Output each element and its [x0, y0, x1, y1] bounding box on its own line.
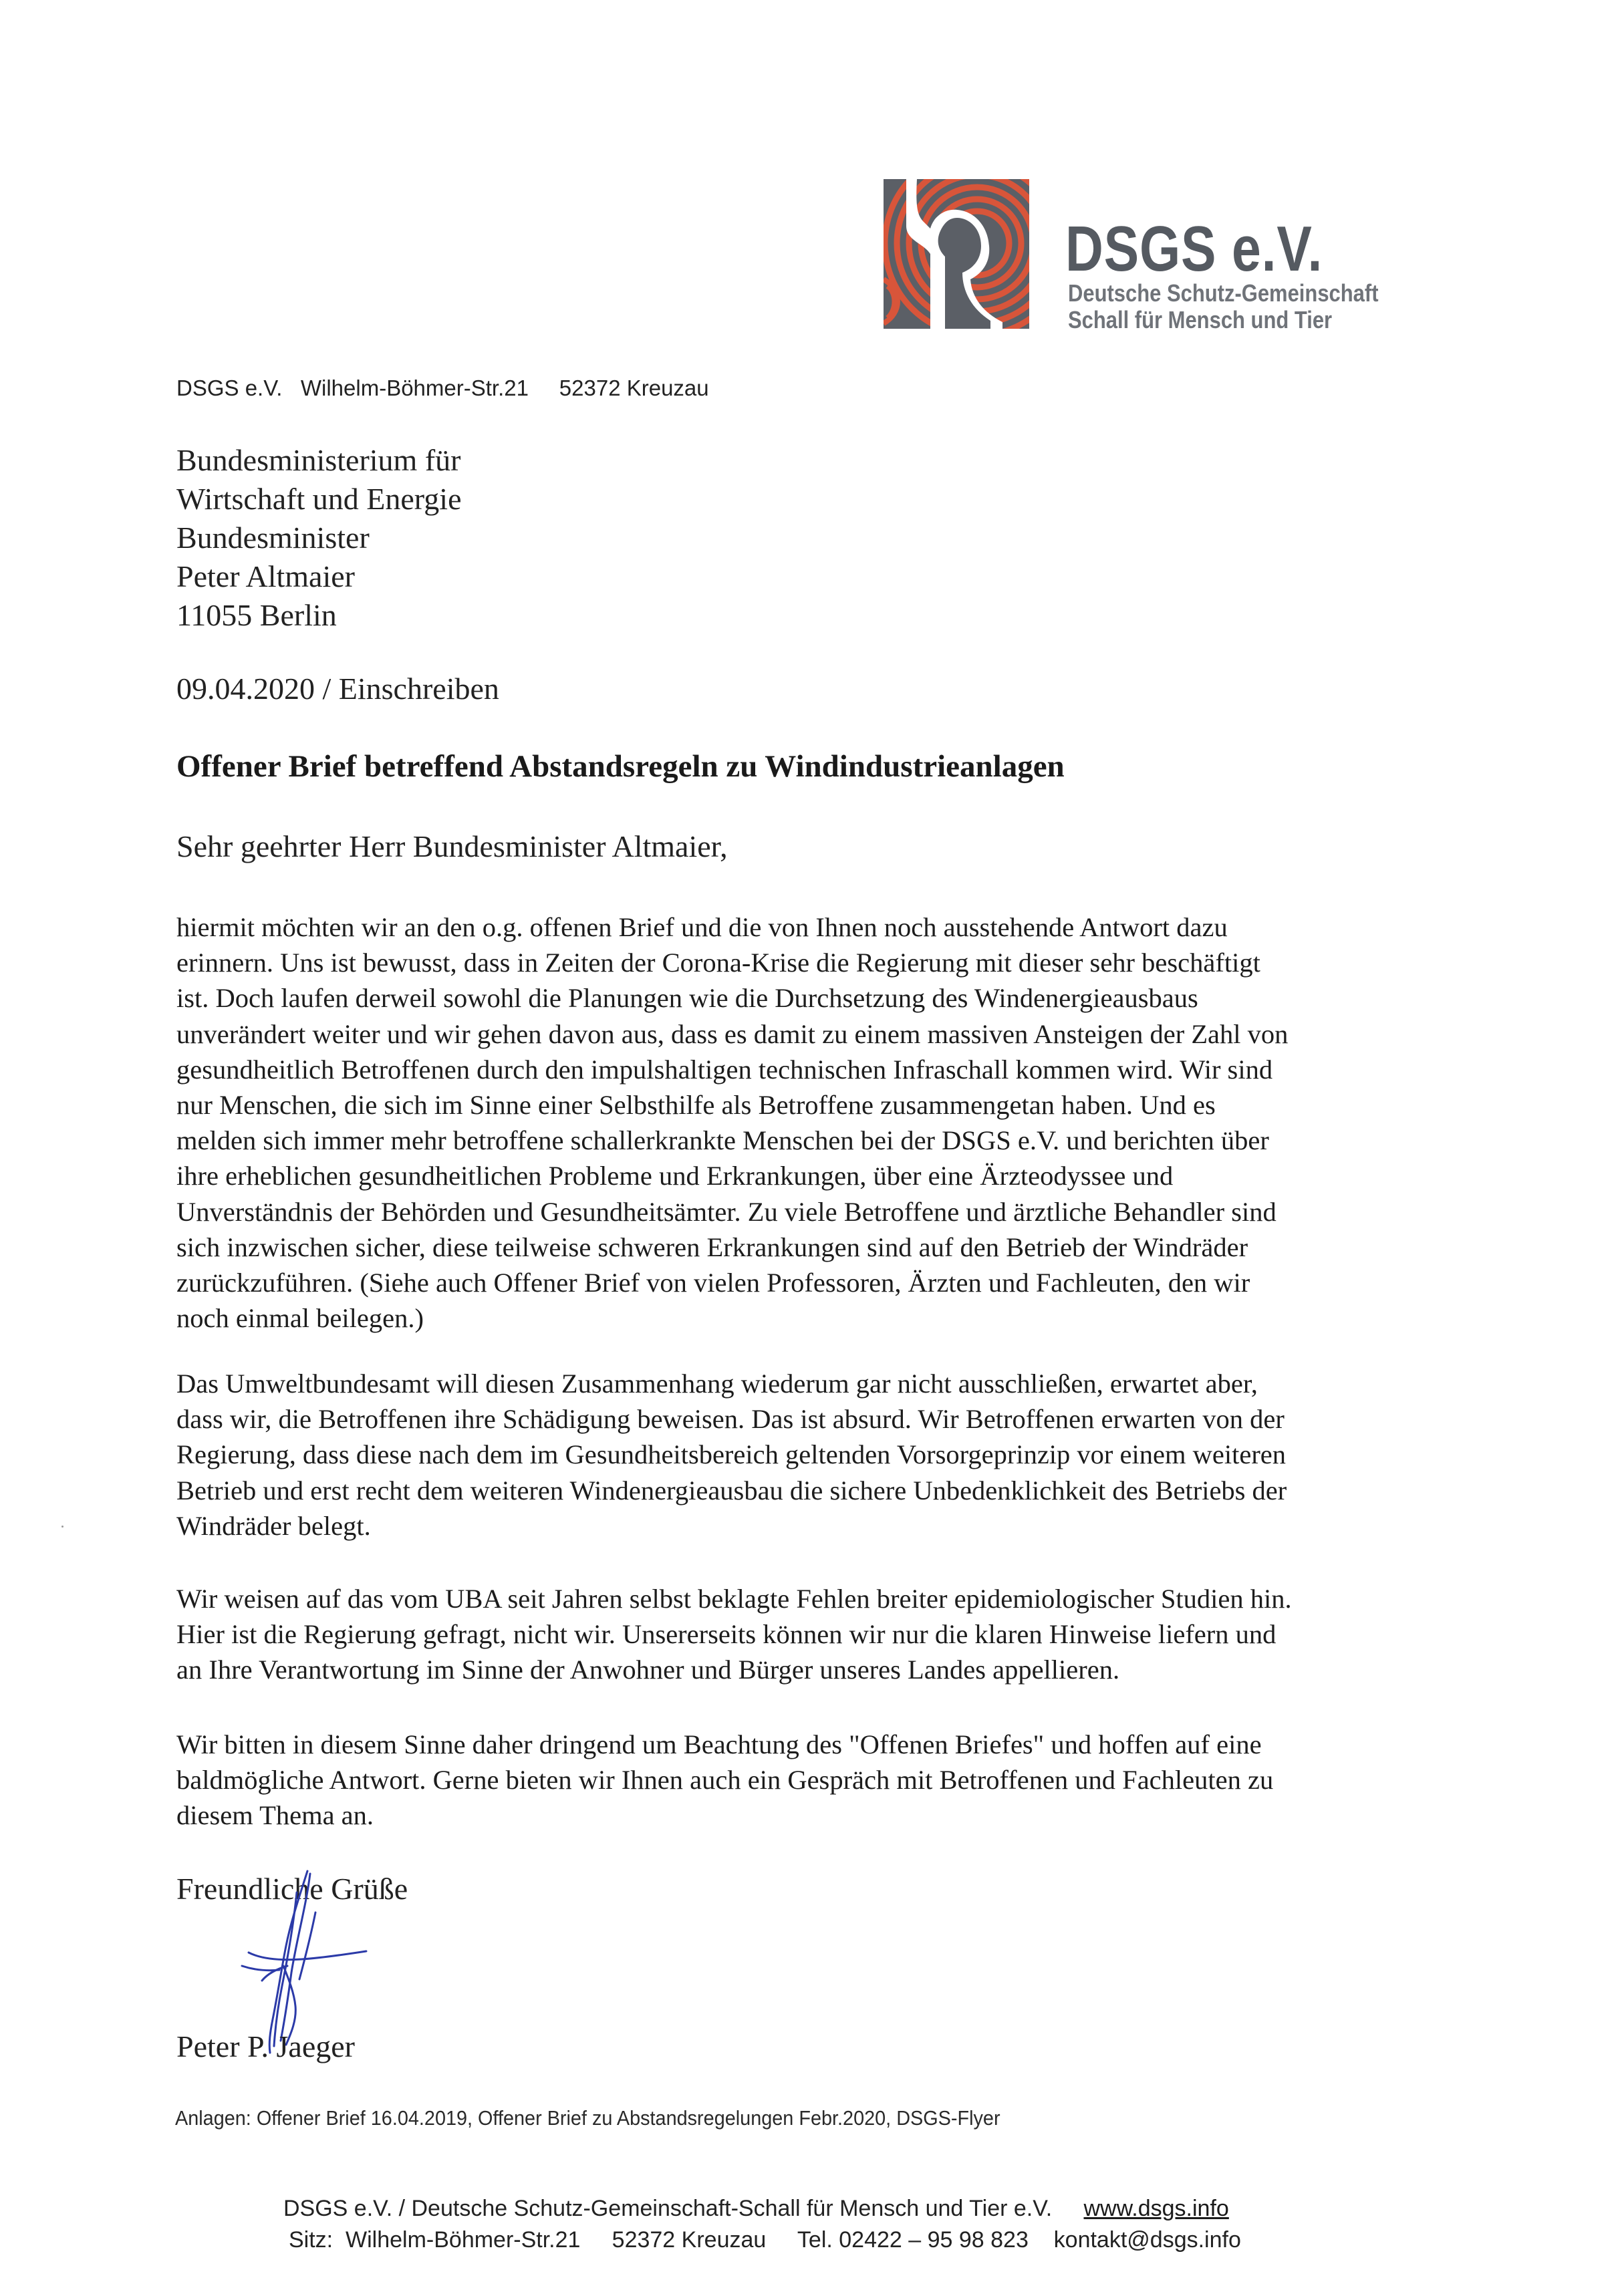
paragraph-line: sich inzwischen sicher, diese teilweise schweren Erkrankungen sind auf den Betrieb der Windräder	[176, 1232, 1248, 1262]
body-paragraph-2	[176, 1366, 1433, 1544]
paragraph-line: unverändert weiter und wir gehen davon aus, dass es damit zu einem massiven Ansteigen der Zahl von	[176, 1018, 1289, 1049]
date-line: 09.04.2020 / Einschreiben	[176, 672, 499, 706]
footer-line-2: Sitz: Wilhelm-Böhmer-Str.21 52372 Kreuzau Tel. 02422 – 95 98 823 kontakt@dsgs.info	[289, 2227, 1241, 2253]
paragraph-line: Betrieb und erst recht dem weiteren Windenergieausbau die sichere Unbedenklichkeit des Betriebs der	[176, 1475, 1287, 1505]
footer-org-name: DSGS e.V. / Deutsche Schutz-Gemeinschaft-Schall für Mensch und Tier e.V.	[283, 2196, 1084, 2221]
paragraph-line: ihre erheblichen gesundheitlichen Probleme und Erkrankungen, über eine Ärzteodyssee und	[176, 1161, 1174, 1191]
paragraph-line: Regierung, dass diese nach dem im Gesundheitsbereich geltenden Vorsorgeprinzip vor einem weiteren	[176, 1439, 1287, 1470]
recipient-line: Bundesminister	[176, 521, 370, 555]
paragraph-line: Wir weisen auf das vom UBA seit Jahren selbst beklagte Fehlen breiter epidemiologischer Studien hin.	[176, 1584, 1292, 1614]
paragraph-line: dass wir, die Betroffenen ihre Schädigung beweisen. Das ist absurd. Wir Betroffenen erwarten von der	[176, 1404, 1285, 1435]
letter-subject: Offener Brief betreffend Abstandsregeln zu Windindustrieanlagen	[176, 749, 1065, 784]
paragraph-line: Windräder belegt.	[176, 1510, 371, 1541]
paragraph-line: diesem Thema an.	[176, 1800, 374, 1831]
paragraph-line: hiermit möchten wir an den o.g. offenen Brief und die von Ihnen noch ausstehende Antwort dazu	[176, 912, 1228, 942]
logo-subtitle-line1: Deutsche Schutz-Gemeinschaft	[1068, 279, 1379, 307]
paragraph-line: Das Umweltbundesamt will diesen Zusammenhang wiederum gar nicht ausschließen, erwartet aber,	[176, 1369, 1258, 1399]
logo-subtitle-line2: Schall für Mensch und Tier	[1068, 306, 1333, 333]
attachments-line: Anlagen: Offener Brief 16.04.2019, Offener Brief zu Abstandsregelungen Febr.2020, DSGS-Flyer	[175, 2106, 1000, 2130]
paragraph-line: melden sich immer mehr betroffene schallerkrankte Menschen bei der DSGS e.V. und berichten über	[176, 1125, 1269, 1156]
paragraph-line: zurückzuführen. (Siehe auch Offener Brief von vielen Professoren, Ärzten und Fachleuten, den wir	[176, 1268, 1250, 1298]
sender-return-address: DSGS e.V. Wilhelm-Böhmer-Str.21 52372 Kreuzau	[176, 376, 709, 400]
salutation: Sehr geehrter Herr Bundesminister Altmaier,	[176, 829, 728, 863]
recipient-line: 11055 Berlin	[176, 598, 337, 632]
scan-speck	[61, 1526, 63, 1528]
recipient-line: Peter Altmaier	[176, 559, 355, 593]
footer-line-1	[283, 2196, 1229, 2222]
body-paragraph-1	[176, 909, 1433, 1336]
paragraph-line: nur Menschen, die sich im Sinne einer Selbsthilfe als Betroffene zusammengetan haben. Und es	[176, 1090, 1216, 1121]
dsgs-logo-mark-icon	[884, 179, 1029, 329]
recipient-line: Wirtschaft und Energie	[176, 482, 462, 516]
signer-name: Peter P. Jaeger	[176, 2029, 355, 2063]
paragraph-line: erinnern. Uns ist bewusst, dass in Zeiten der Corona-Krise die Regierung mit dieser sehr beschäftigt	[176, 948, 1260, 978]
paragraph-line: Unverständnis der Behörden und Gesundheitsämter. Zu viele Betroffene und ärztliche Behandler sind	[176, 1196, 1277, 1227]
paragraph-line: noch einmal beilegen.)	[176, 1303, 424, 1334]
body-paragraph-3	[176, 1581, 1433, 1688]
footer-website-link[interactable]: www.dsgs.info	[1083, 2196, 1229, 2221]
paragraph-line: baldmögliche Antwort. Gerne bieten wir Ihnen auch ein Gespräch mit Betroffenen und Fachleuten zu	[176, 1765, 1274, 1796]
paragraph-line: Wir bitten in diesem Sinne daher dringend um Beachtung des "Offenen Briefes" und hoffen auf eine	[176, 1729, 1262, 1759]
recipient-address	[176, 441, 462, 635]
body-paragraph-4	[176, 1727, 1433, 1834]
paragraph-line: Hier ist die Regierung gefragt, nicht wir. Unsererseits können wir nur die klaren Hinweise liefern und	[176, 1619, 1277, 1650]
paragraph-line: gesundheitlich Betroffenen durch den impulshaltigen technischen Infraschall kommen wird. Wir sind	[176, 1054, 1273, 1085]
logo-name: DSGS e.V.	[1065, 213, 1323, 285]
recipient-line: Bundesministerium für	[176, 443, 461, 477]
paragraph-line: ist. Doch laufen derweil sowohl die Planungen wie die Durchsetzung des Windenergieausbaus	[176, 983, 1198, 1014]
paragraph-line: an Ihre Verantwortung im Sinne der Anwohner und Bürger unseres Landes appellieren.	[176, 1655, 1120, 1685]
closing: Freundliche Grüße	[176, 1872, 408, 1906]
